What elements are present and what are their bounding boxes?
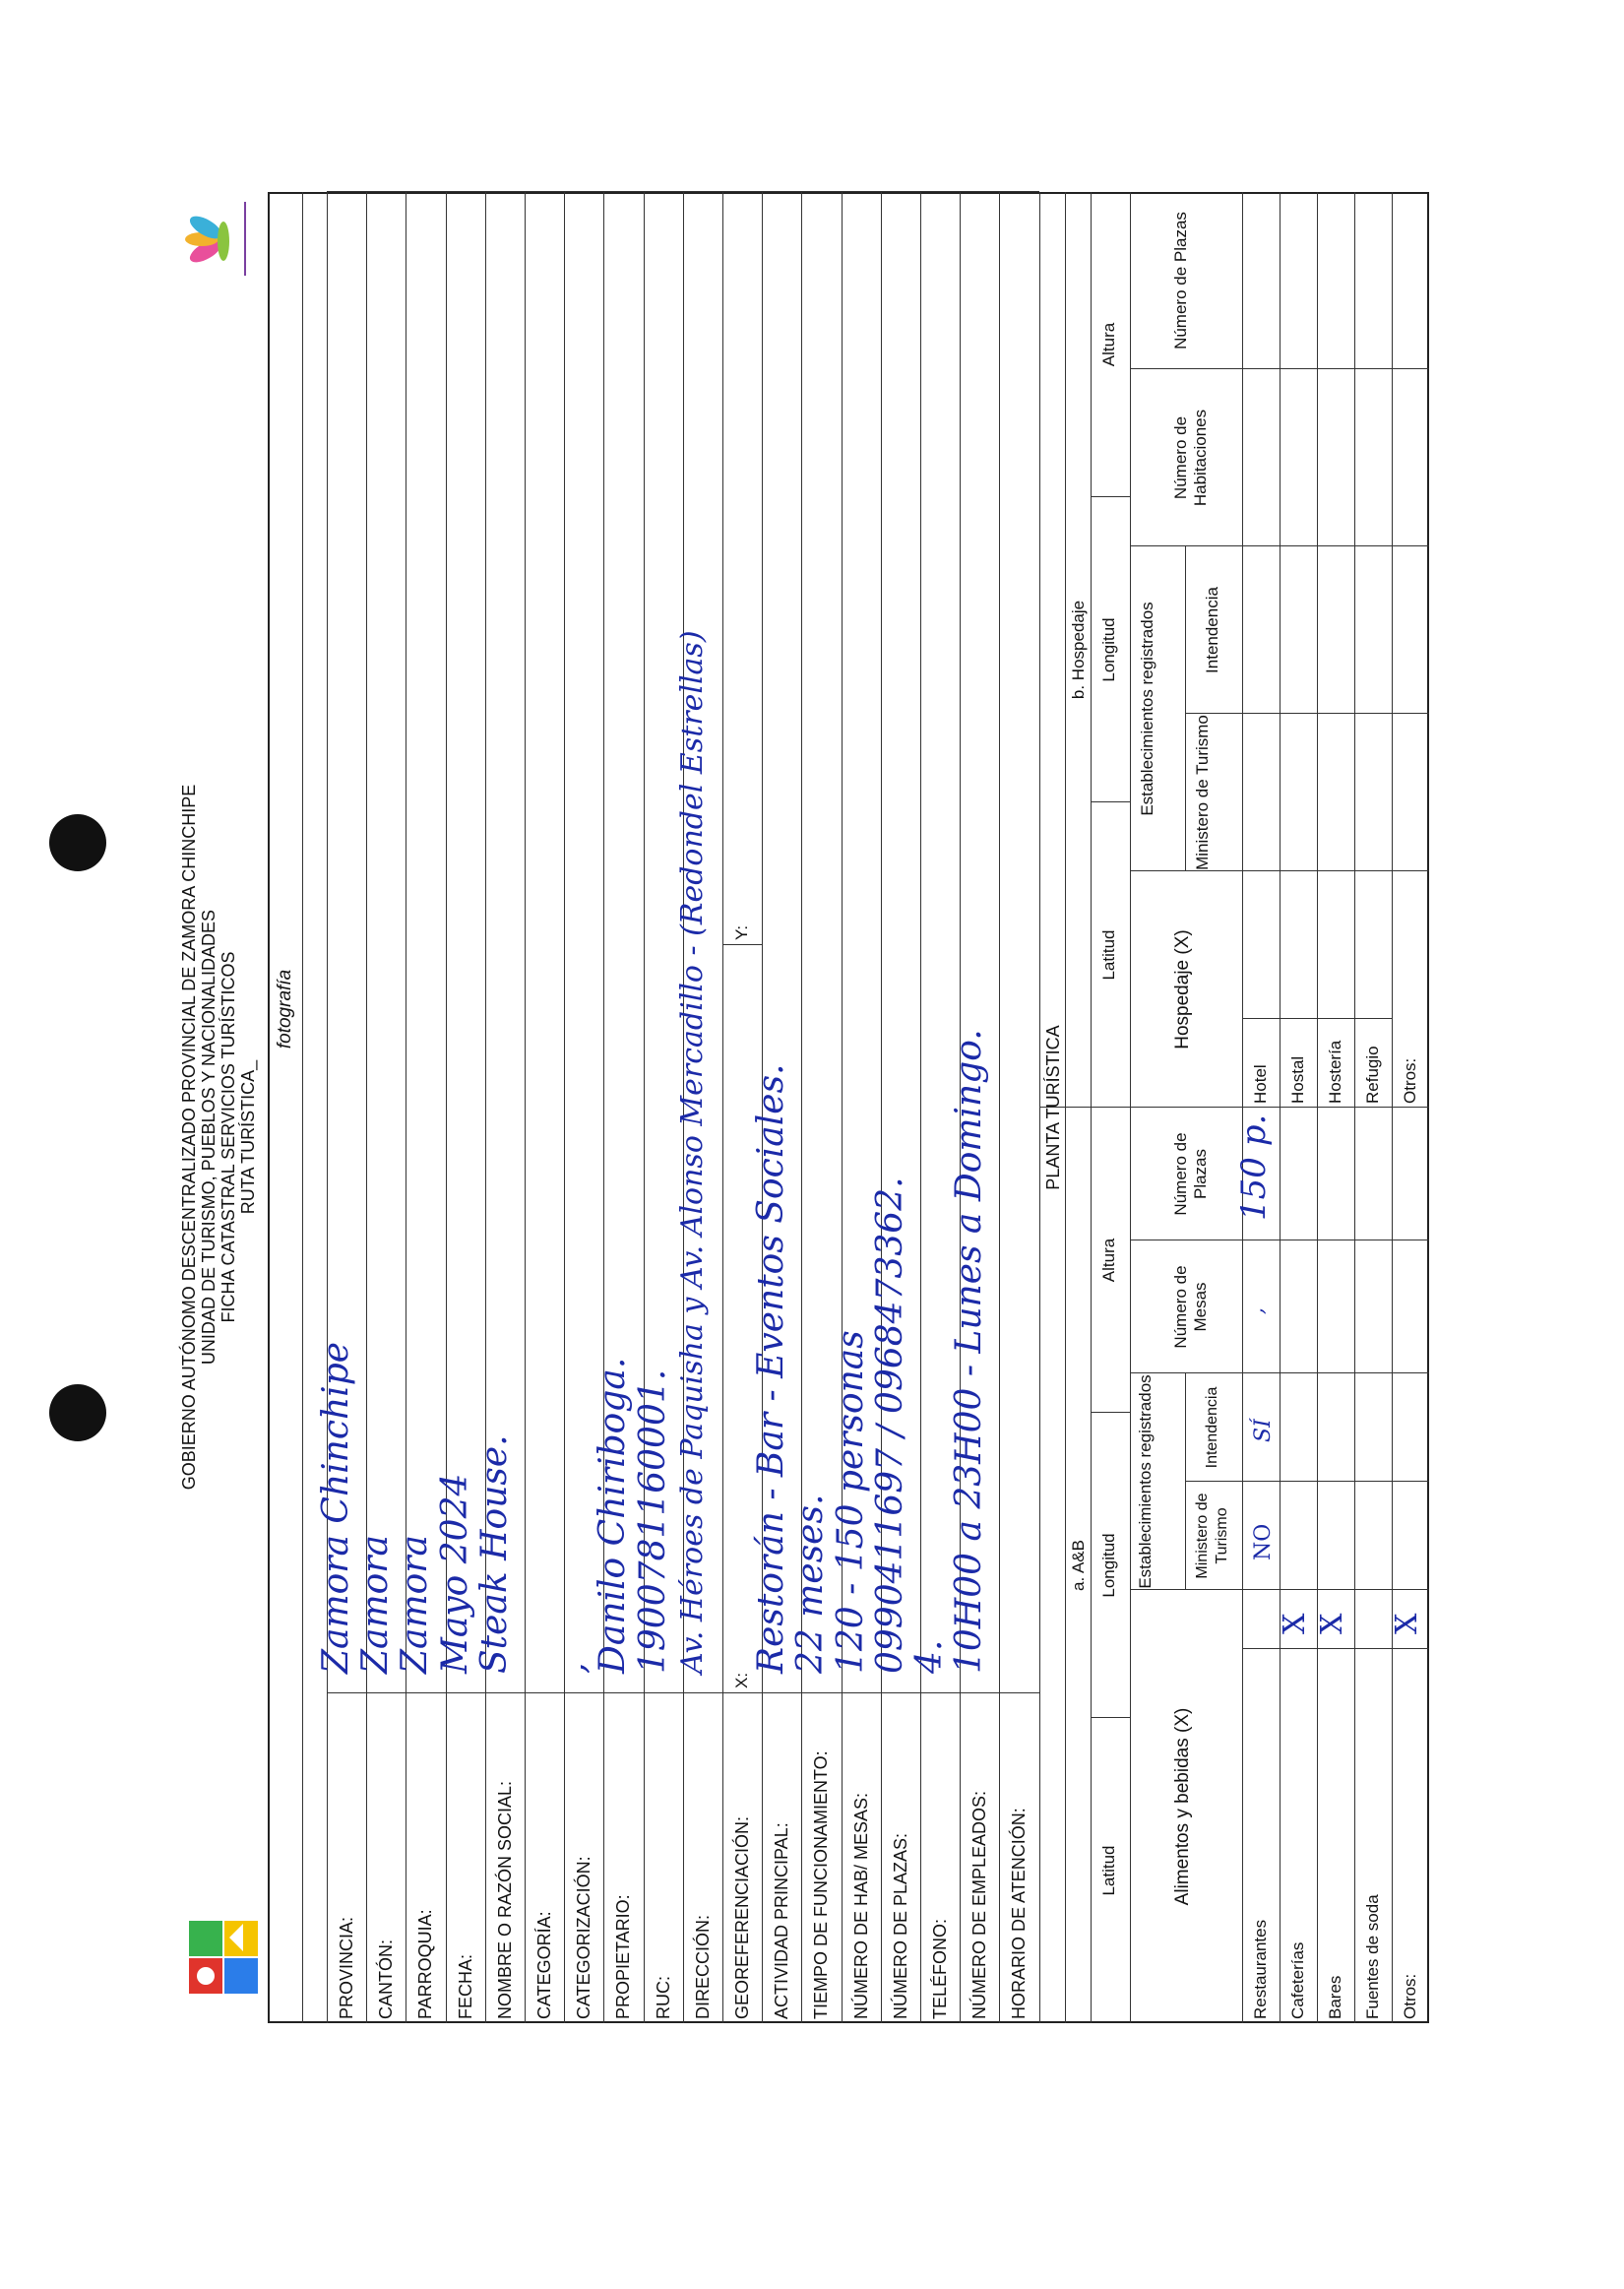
header-line-3: FICHA CATASTRAL SERVICIOS TURÍSTICOS (219, 951, 238, 1323)
ab-row-label: Otros: (1401, 1973, 1419, 2019)
field-label: DIRECCIÓN: (692, 1914, 713, 2019)
ab-intendencia-header: Intendencia (1204, 1386, 1220, 1469)
ab-row-label: Fuentes de soda (1363, 1894, 1382, 2019)
field-value: Zamora (395, 1535, 436, 1674)
field-value: 120 - 150 personas (830, 1330, 871, 1674)
field-label: CATEGORIZACIÓN: (574, 1856, 594, 2019)
field-label: TIEMPO DE FUNCIONAMIENTO: (811, 1750, 832, 2019)
punch-hole-top (49, 814, 106, 871)
punch-hole-bottom (49, 1384, 106, 1441)
field-value: 1900781160001. (632, 1368, 673, 1674)
field-label: PROVINCIA: (337, 1916, 356, 2019)
field-label: NÚMERO DE HAB/ MESAS: (850, 1792, 871, 2019)
ab-mesas-header: Número de Mesas (1171, 1265, 1210, 1349)
hosp-row-label: Otros: (1401, 1057, 1419, 1104)
field-value: 10H00 a 23H00 - Lunes a Domingo. (949, 1029, 990, 1674)
ab-plazas-header: Número de Plazas (1171, 1132, 1210, 1216)
ab-ministerio-value: NO (1251, 1523, 1276, 1560)
ab-row-mark: X (1278, 1613, 1312, 1634)
field-value: Danilo Chiriboga. (593, 1357, 634, 1674)
ab-row-label: Restaurantes (1251, 1919, 1270, 2019)
field-label: CANTÓN: (376, 1939, 397, 2019)
field-label: CATEGORÍA: (534, 1911, 554, 2019)
ab-intendencia-value: SÍ (1251, 1419, 1276, 1442)
field-label: NÚMERO DE PLAZAS: (890, 1832, 910, 2019)
ab-mesas-value: , (1244, 1307, 1269, 1314)
hosp-intendencia-header: Intendencia (1203, 587, 1221, 673)
catastral-form (169, 153, 1429, 2122)
field-label: RUC: (653, 1976, 673, 2019)
field-value: , (553, 1662, 594, 1674)
field-value: Zamora (355, 1535, 397, 1674)
photo-divider (302, 192, 303, 2023)
hosp-ministerio-header: Ministero de Turismo (1193, 715, 1212, 870)
hosp-row-label: Hotel (1251, 1064, 1270, 1104)
georef-y-label: Y: (732, 924, 751, 940)
planta-title: PLANTA TURÍSTICA (1043, 1025, 1063, 1190)
hosp-latitud: Latitud (1099, 929, 1118, 981)
ab-altura: Altura (1099, 1238, 1118, 1283)
georef-x-label: X: (732, 1672, 751, 1688)
ab-row-label: Cafeterías (1288, 1941, 1307, 2019)
hosp-title: b. Hospedaje (1069, 600, 1088, 700)
header-line-2: UNIDAD DE TURISMO, PUEBLOS Y NACIONALIDADES (199, 909, 219, 1366)
ab-row-mark: X (1315, 1613, 1349, 1634)
field-label: GEOREFERENCIACIÓN: (732, 1815, 752, 2019)
field-value: 4. (909, 1639, 950, 1674)
hosp-row-label: Refugio (1363, 1046, 1382, 1104)
photo-label: fotografía (275, 969, 295, 1049)
ab-ministerio-header: Ministero de Turismo (1194, 1493, 1230, 1579)
field-label: PARROQUIA: (415, 1909, 436, 2019)
hosp-estab-header: Establecimientos registrados (1138, 602, 1156, 816)
hosp-row-label: Hostal (1288, 1055, 1307, 1104)
field-value: Restorán - Bar - Eventos Sociales. (751, 1063, 792, 1674)
field-label: TELÉFONO: (930, 1918, 950, 2019)
ab-longitud: Longitud (1099, 1533, 1118, 1598)
provincial-seal-logo (184, 1915, 263, 1999)
field-label: NOMBRE O RAZÓN SOCIAL: (494, 1780, 515, 2019)
field-value: Av. Héroes de Paquisha y Av. Alonso Mercadillo - (Redondel Estrellas) (674, 630, 710, 1674)
ab-plazas-value: 150 p. (1234, 1113, 1274, 1221)
tourism-flower-logo (184, 192, 258, 290)
hosp-habitaciones-header: Número de Habitaciones (1171, 409, 1210, 507)
ab-row-label: Bares (1326, 1975, 1344, 2019)
field-value: Steak House. (473, 1434, 515, 1674)
form-frame (268, 192, 1429, 2023)
header-line-1: GOBIERNO AUTÓNOMO DESCENTRALIZADO PROVINCIAL DE ZAMORA CHINCHIPE (179, 784, 199, 1491)
field-label: NÚMERO DE EMPLEADOS: (969, 1790, 990, 2019)
hosp-row-label: Hostería (1326, 1040, 1344, 1104)
field-value: Mayo 2024 (434, 1473, 475, 1674)
field-label: FECHA: (455, 1953, 475, 2019)
field-label: HORARIO DE ATENCIÓN: (1009, 1808, 1030, 2019)
field-value: Zamora Chinchipe (316, 1341, 356, 1674)
hosp-main-col-header: Hospedaje (X) (1172, 929, 1193, 1049)
ab-main-col-header: Alimentos y bebidas (X) (1172, 1707, 1193, 1906)
field-value: 22 meses. (790, 1494, 832, 1674)
hosp-plazas-header: Número de Plazas (1171, 212, 1190, 350)
ab-row-mark: X (1390, 1613, 1424, 1634)
ab-estab-header: Establecimientos registrados (1136, 1374, 1155, 1589)
rotated-form-wrapper (169, 153, 1429, 2122)
field-label: PROPIETARIO: (613, 1894, 634, 2019)
ab-title: a. A&B (1069, 1540, 1088, 1591)
header-line-4: RUTA TURÍSTICA_ (238, 1059, 258, 1215)
ab-latitud: Latitud (1099, 1845, 1118, 1896)
field-value: 0990411697 / 0968473362. (869, 1176, 910, 1674)
hosp-longitud: Longitud (1099, 617, 1118, 682)
hosp-altura: Altura (1099, 322, 1118, 367)
field-label: ACTIVIDAD PRINCIPAL: (772, 1822, 792, 2019)
